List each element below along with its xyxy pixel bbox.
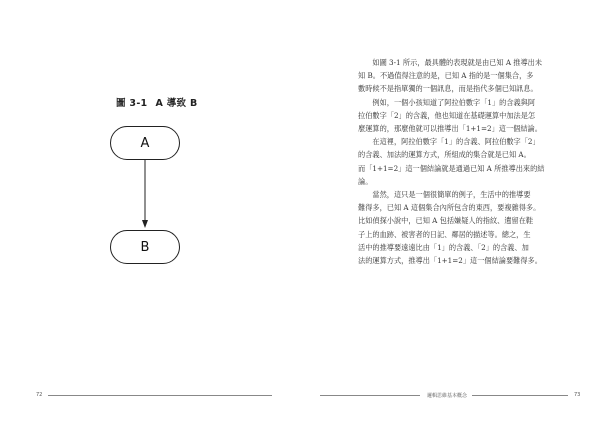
text-line: 難得多，已知 A 這個集合內所包含的東西，要複雜得多。 xyxy=(358,203,541,213)
paragraph xyxy=(358,56,572,96)
figure-title: A 導致 B xyxy=(155,98,198,109)
paragraph xyxy=(358,135,572,188)
text-line: 數時候不是指單獨的一個訊息，而是指代多個已知訊息。 xyxy=(358,84,538,94)
text-line: 法的運算方式，推導出「1+1=2」這一個結論要難得多。 xyxy=(358,256,542,266)
text-line: 子上的血跡、被害者的日記、鄰居的描述等。總之，生 xyxy=(358,229,531,239)
text-line: 論。 xyxy=(358,176,373,186)
text-line: 麼運算的，那麼他就可以推導出「1+1=2」這一個結論。 xyxy=(358,124,542,134)
text-line: 的含義、加法的運算方式，所組成的集合就是已知 A。 xyxy=(358,150,531,160)
right-page-number: 73 xyxy=(574,392,581,398)
body-text xyxy=(358,56,572,267)
right-footer-rule-left xyxy=(320,395,420,396)
figure-number: 圖 3-1 xyxy=(116,98,148,109)
text-line: 如圖 3-1 所示，最具體的表現就是由已知 A 推導出未 xyxy=(372,58,543,67)
text-line: 當然，這只是一個很簡單的例子，生活中的推導要 xyxy=(372,190,531,200)
text-line: 例如，一個小孩知道了阿拉伯數字「1」的含義與阿 xyxy=(372,97,536,107)
text-line: 比如偵探小說中，已知 A 包括嫌疑人的指紋、遺留在鞋 xyxy=(358,216,534,226)
right-footer-rule-right xyxy=(472,395,568,396)
left-footer-rule xyxy=(48,395,272,396)
text-line: 拉伯數字「2」的含義，他也知道在基礎運算中加法是怎 xyxy=(358,110,536,120)
paragraph xyxy=(358,96,572,136)
node-a: A xyxy=(110,126,180,160)
text-line: 而「1+1=2」這一個結論就是通過已知 A 所推導出來的結 xyxy=(358,163,545,173)
left-page-number: 72 xyxy=(36,392,43,398)
right-page xyxy=(300,0,600,423)
text-line: 知 B。不過值得注意的是，已知 A 指的是一個集合，多 xyxy=(358,71,534,81)
running-head: 邏輯思維基本概念 xyxy=(427,393,468,399)
paragraph xyxy=(358,188,572,267)
text-line: 活中的推導要遠遠比由「1」的含義、「2」的含義、加 xyxy=(358,242,529,252)
node-b: B xyxy=(110,230,180,264)
text-line: 在這裡，阿拉伯數字「1」的含義、阿拉伯數字「2」 xyxy=(372,137,540,147)
